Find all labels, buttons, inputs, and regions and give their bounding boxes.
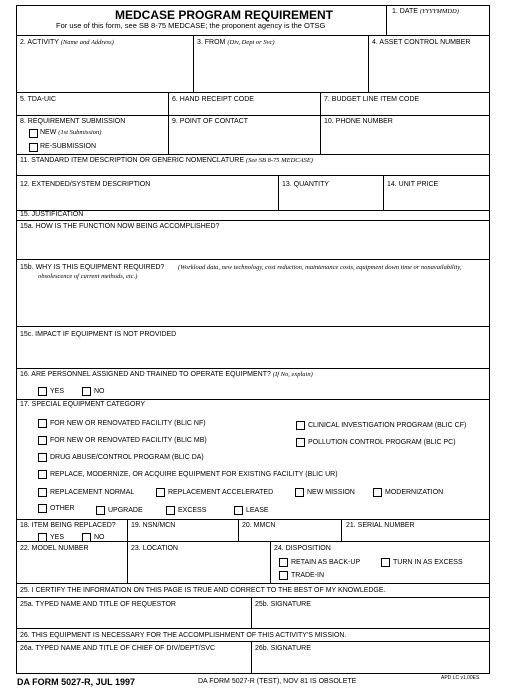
new-checkbox[interactable] — [29, 129, 38, 138]
opt-repl-normal-checkbox[interactable] — [38, 488, 47, 497]
q17-label: 17. SPECIAL EQUIPMENT CATEGORY — [20, 401, 145, 408]
date-label-wrap — [392, 8, 459, 16]
resubmission-label: RE-SUBMISSION — [40, 143, 97, 150]
opt-lease-label: LEASE — [246, 507, 269, 514]
opt-drug-label: DRUG ABUSE/CONTROL PROGRAM (BLIC DA) — [50, 454, 204, 461]
form-id: DA FORM 5027-R, JUL 1997 — [17, 677, 136, 687]
q15b-hint: (Workload data, new technology, cost reduction, maintenance costs, equipment down time or nonavailability, obsolescence of current methods, etc.) — [38, 264, 462, 280]
from-hint: (Div, Dept or Svc) — [227, 39, 275, 46]
form-title: MEDCASE PROGRAM REQUIREMENT — [115, 8, 334, 22]
requestor-name-label: 25a. TYPED NAME AND TITLE OF REQUESTOR — [20, 601, 176, 608]
q16-yes-label: YES — [50, 388, 65, 395]
replaced-yes-label: YES — [50, 534, 65, 541]
opt-lease-checkbox[interactable] — [234, 506, 243, 515]
opt-other-label: OTHER — [50, 505, 75, 512]
obsolete-note: DA FORM 5027-R (TEST), NOV 81 IS OBSOLETE — [198, 678, 357, 685]
necessary-label: 26. THIS EQUIPMENT IS NECESSARY FOR THE ACCOMPLISHMENT OF THIS ACTIVITY'S MISSION. — [20, 632, 347, 639]
resubmission-checkbox[interactable] — [29, 143, 38, 152]
trade-in-checkbox[interactable] — [279, 571, 288, 580]
item-description-label-wrap — [20, 157, 313, 165]
item-replaced-label: 18. ITEM BEING REPLACED? — [20, 522, 116, 529]
opt-repl-accel-checkbox[interactable] — [156, 488, 165, 497]
opt-repl-normal-label: REPLACEMENT NORMAL — [50, 489, 135, 496]
disposition-label: 24. DISPOSITION — [274, 545, 331, 552]
tda-uic-label: 5. TDA-UIC — [20, 96, 57, 103]
q16-label-wrap — [20, 371, 313, 379]
turn-in-checkbox[interactable] — [381, 558, 390, 567]
activity-label: 2. ACTIVITY — [20, 39, 59, 46]
model-label: 22. MODEL NUMBER — [20, 545, 89, 552]
quantity-label: 13. QUANTITY — [282, 181, 330, 188]
q15c-label: 15c. IMPACT IF EQUIPMENT IS NOT PROVIDED — [20, 331, 177, 338]
opt-new-nf-label: FOR NEW OR RENOVATED FACILITY (BLIC NF) — [50, 420, 206, 427]
retain-label: RETAIN AS BACK-UP — [291, 559, 361, 566]
from-label: 3. FROM — [197, 39, 226, 46]
chief-name-label: 26a. TYPED NAME AND TITLE OF CHIEF OF DIV/DEPT/SVC — [20, 645, 216, 652]
opt-upgrade-label: UPGRADE — [108, 507, 143, 514]
opt-pollution-label: POLLUTION CONTROL PROGRAM (BLIC PC) — [308, 439, 456, 446]
opt-replace-checkbox[interactable] — [38, 470, 47, 479]
retain-checkbox[interactable] — [279, 558, 288, 567]
budget-line-label: 7. BUDGET LINE ITEM CODE — [324, 96, 420, 103]
serial-label: 21. SERIAL NUMBER — [346, 522, 415, 529]
version-label: APD LC v1.00ES — [441, 675, 480, 681]
q16-no-checkbox[interactable] — [82, 387, 91, 396]
q15a-label: 15a. HOW IS THE FUNCTION NOW BEING ACCOMPLISHED? — [20, 223, 220, 230]
opt-repl-accel-label: REPLACEMENT ACCELERATED — [168, 489, 274, 496]
q15b-label: 15b. WHY IS THIS EQUIPMENT REQUIRED? — [20, 264, 165, 271]
opt-other-checkbox[interactable] — [38, 504, 47, 513]
opt-excess-label: EXCESS — [178, 507, 207, 514]
opt-drug-checkbox[interactable] — [38, 453, 47, 462]
system-description-label: 12. EXTENDED/SYSTEM DESCRIPTION — [20, 181, 151, 188]
trade-in-label: TRADE-IN — [291, 572, 325, 579]
opt-modernization-label: MODERNIZATION — [385, 489, 444, 496]
opt-new-nf-checkbox[interactable] — [38, 419, 47, 428]
opt-excess-checkbox[interactable] — [166, 506, 175, 515]
item-description-hint: (See SB 8-75 MEDCASE) — [245, 157, 313, 164]
opt-pollution-checkbox[interactable] — [296, 438, 305, 447]
new-hint: (1st Submission) — [58, 129, 102, 136]
activity-label-wrap — [20, 39, 114, 47]
opt-new-mb-label: FOR NEW OR RENOVATED FACILITY (BLIC MB) — [50, 437, 207, 444]
opt-new-mb-checkbox[interactable] — [38, 436, 47, 445]
opt-upgrade-checkbox[interactable] — [96, 506, 105, 515]
submission-label: 8. REQUIREMENT SUBMISSION — [20, 118, 126, 125]
chief-signature-label: 26b. SIGNATURE — [255, 645, 311, 652]
item-description-label: 11. STANDARD ITEM DESCRIPTION OR GENERIC NOMENCLATURE — [20, 157, 245, 164]
mmcn-label: 20. MMCN — [242, 522, 276, 529]
opt-new-mission-checkbox[interactable] — [295, 488, 304, 497]
q16-yes-checkbox[interactable] — [38, 387, 47, 396]
new-label-wrap — [40, 128, 101, 137]
date-label: 1. DATE — [392, 8, 418, 15]
certify-label: 25. I CERTIFY THE INFORMATION ON THIS PAGE IS TRUE AND CORRECT TO THE BEST OF MY KNOWLEDGE. — [20, 587, 386, 594]
q16-label: 16. ARE PERSONNEL ASSIGNED AND TRAINED TO OPERATE EQUIPMENT? — [20, 371, 271, 378]
new-label: NEW — [40, 129, 57, 136]
nsn-label: 19. NSN/MCN — [131, 522, 176, 529]
opt-clinical-label: CLINICAL INVESTIGATION PROGRAM (BLIC CF) — [308, 422, 467, 429]
date-hint: (YYYYMMDD) — [419, 8, 459, 15]
activity-hint: (Name and Address) — [60, 39, 114, 46]
opt-modernization-checkbox[interactable] — [373, 488, 382, 497]
opt-clinical-checkbox[interactable] — [296, 421, 305, 430]
q16-hint: (If No, explain) — [272, 371, 313, 378]
hand-receipt-label: 6. HAND RECEIPT CODE — [172, 96, 254, 103]
phone-label: 10. PHONE NUMBER — [324, 118, 393, 125]
requestor-signature-label: 25b. SIGNATURE — [255, 601, 311, 608]
q16-no-label: NO — [94, 388, 105, 395]
justification-label: 15. JUSTIFICATION — [20, 211, 84, 218]
opt-replace-label: REPLACE, MODERNIZE, OR ACQUIRE EQUIPMENT FOR EXISTING FACILITY (BLIC UR) — [50, 471, 338, 478]
asset-control-label: 4. ASSET CONTROL NUMBER — [372, 39, 471, 46]
poc-label: 9. POINT OF CONTACT — [172, 118, 248, 125]
replaced-no-label: NO — [94, 534, 105, 541]
form-subtitle: For use of this form, see SB 8-75 MEDCASE; the proponent agency is the OTSG — [56, 21, 326, 30]
turn-in-label: TURN IN AS EXCESS — [393, 559, 463, 566]
opt-new-mission-label: NEW MISSION — [307, 489, 355, 496]
location-label: 23. LOCATION — [131, 545, 178, 552]
unit-price-label: 14. UNIT PRICE — [387, 181, 439, 188]
from-label-wrap — [197, 39, 275, 47]
